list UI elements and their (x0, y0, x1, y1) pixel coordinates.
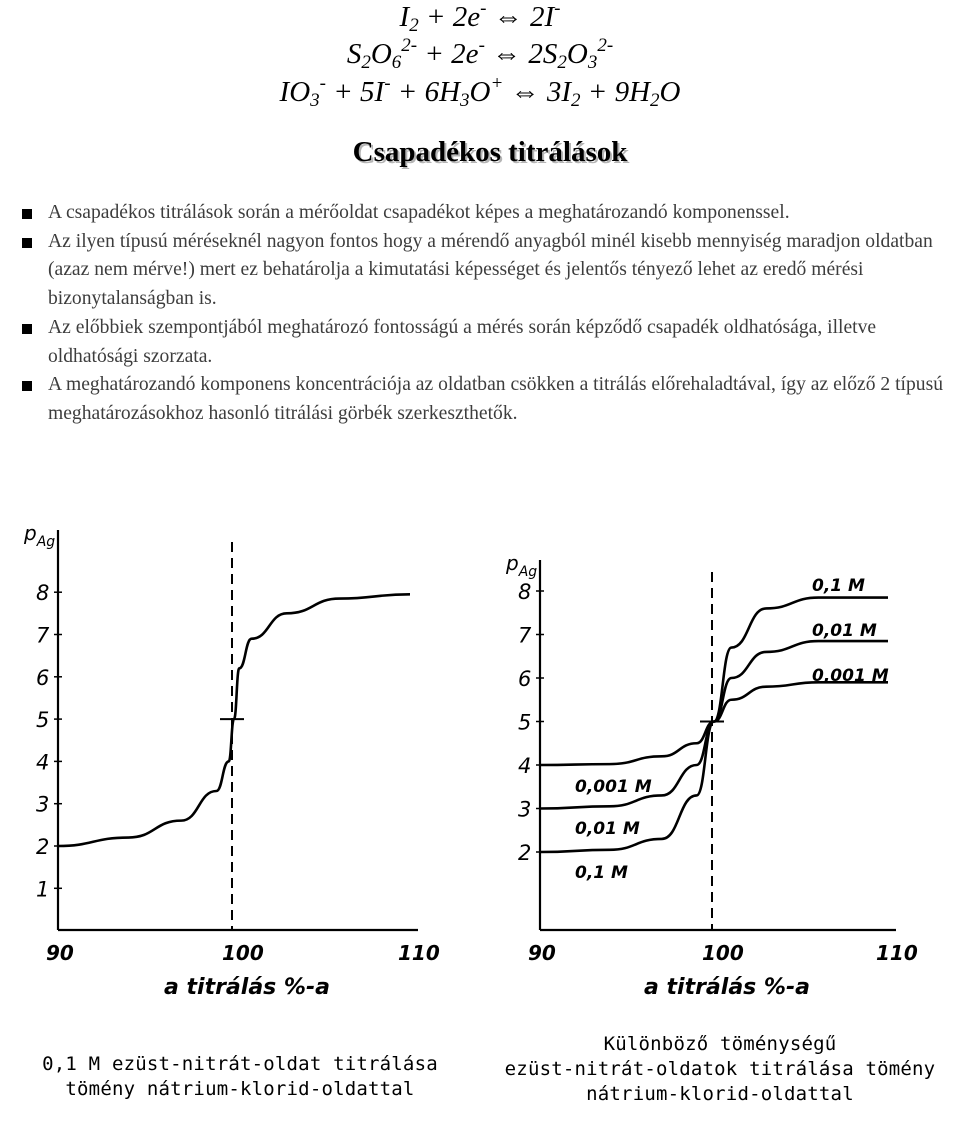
y-tick-label: 2 (36, 835, 50, 859)
x-tick-label: 90 (528, 941, 556, 965)
y-tick-label: 3 (518, 797, 532, 822)
caption-line: ezüst-nitrát-oldatok titrálása tömény (504, 1058, 936, 1080)
series-line (540, 682, 888, 765)
x-tick-label: 100 (702, 941, 744, 965)
y-tick-label: 3 (36, 792, 50, 817)
y-tick-label: 5 (36, 708, 50, 733)
equation-thiosulfate: $S_2O_6^{2-} + 2e^-$ ⇔ $2S_2O_3^{2-}$ (346, 35, 614, 73)
series-label-right: 0,001 M (812, 666, 889, 686)
series-label-right: 0,1 M (812, 576, 865, 596)
list-item: A meghatározandó komponens koncentrációja az oldatban csökken a titrálás előrehaladtával, így az előző 2 típusú meghatározásokhoz hasonló titrálási görbék szerkeszthetők. (22, 371, 952, 428)
y-axis-label: $p_{Ag}$ (24, 521, 56, 550)
list-item: Az ilyen típusú méréseknél nagyon fontos hogy a mérendő anyagból minél kisebb mennyiség maradjon oldatban (azaz nem mérve!) mert ez behatárolja a kimutatási képességet és jelentős tényező lehet az eredő mérési bizonytalanságban is. (22, 228, 952, 314)
y-tick-label: 8 (36, 581, 50, 606)
equation-iodate: $IO_3^- + 5I^- + 6H_3O^+$ ⇔ $3I_2 + 9H_2O$ (279, 73, 681, 111)
equation-iodine: $I_2 + 2e^-$ ⇔ 2I- (399, 0, 561, 36)
y-tick-label: 5 (518, 710, 532, 735)
series-line (58, 594, 410, 846)
y-tick-label: 6 (518, 667, 532, 691)
y-tick-label: 7 (36, 623, 50, 648)
y-tick-label: 4 (518, 754, 532, 778)
series-label-left: 0,1 M (575, 863, 628, 883)
series-label-right: 0,01 M (812, 621, 877, 641)
list-item: A csapadékos titrálások során a mérőoldat csapadékot képes a meghatározandó komponenssel. (22, 199, 952, 228)
x-tick-label: 110 (876, 941, 918, 965)
y-tick-label: 8 (518, 580, 532, 604)
caption-line: tömény nátrium-klorid-oldattal (65, 1078, 415, 1100)
x-axis-label: a titrálás %-a (644, 975, 810, 1000)
x-tick-label: 90 (46, 941, 74, 965)
caption-line: Különböző töménységű (603, 1033, 837, 1055)
chart-2-caption (500, 1032, 940, 1107)
x-tick-label: 110 (398, 941, 440, 965)
y-tick-label: 2 (518, 841, 532, 865)
y-tick-label: 1 (36, 877, 50, 902)
y-axis-label: $p_{Ag}$ (506, 551, 538, 580)
caption-line: nátrium-klorid-oldattal (586, 1083, 854, 1105)
y-tick-label: 6 (36, 665, 50, 690)
y-tick-label: 7 (518, 623, 532, 648)
x-tick-label: 100 (222, 941, 264, 965)
caption-line: 0,1 M ezüst-nitrát-oldat titrálása (42, 1053, 438, 1075)
series-label-left: 0,01 M (575, 819, 640, 839)
x-axis-label: a titrálás %-a (164, 975, 330, 1000)
chart-1-caption (20, 1052, 460, 1102)
list-item: Az előbbiek szempontjából meghatározó fontosságú a mérés során képződő csapadék oldhatósága, illetve oldhatósági szorzata. (22, 314, 952, 371)
page-title: Csapadékos titrálások (352, 136, 628, 168)
series-label-left: 0,001 M (575, 777, 652, 797)
y-tick-label: 4 (36, 750, 50, 775)
